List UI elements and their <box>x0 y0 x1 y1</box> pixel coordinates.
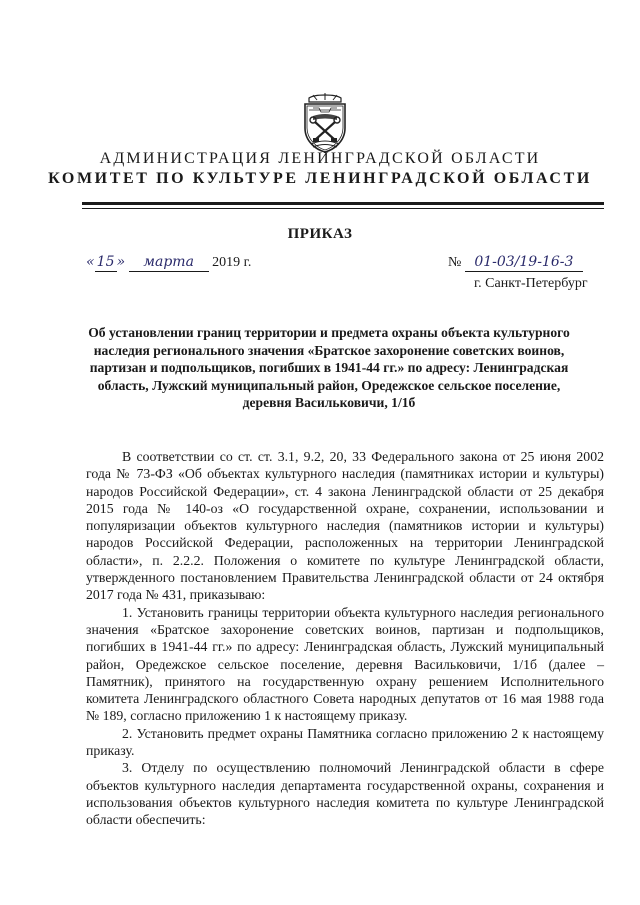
date-day: 15 <box>96 254 115 270</box>
clause-1-paragraph: 1. Установить границы территории объекта культурного наследия регионального значения «Братское захоронение советских воинов, партизан и подпольщиков, погибших в 1941-44 гг.» по адресу: Ленинградская область, Лужский муниципальный район, Оредежское сельское поселение, деревня Васильковичи, 1/1б (далее – Памятник), принятого на государственную охрану решением Исполнительного комитета Ленинградского областного Совета народных депутатов от 16 мая 1988 года № 189, согласно приложению 1 к настоящему приказу. <box>86 604 604 724</box>
order-number-value: 01-03/19-16-3 <box>474 254 574 270</box>
preamble-paragraph: В соответствии со ст. ст. 3.1, 9.2, 20, 33 Федерального закона от 25 июня 2002 года № 73-ФЗ «Об объектах культурного наследия (памятниках истории и культуры) народов Российской Федерации», ст. 4 закона Ленинградской области от 25 декабря 2015 года № 140-оз «О государственной охране, сохранении, использовании и популяризации объектов культурного наследия (памятников истории и культуры) народов Российской Федерации, расположенных на территории Ленинградской области», п. 2.2.2. Положения о комитете по культуре Ленинградской области, утвержденного постановлением Правительства Ленинградской области от 24 октября 2017 года № 431, приказываю: <box>86 449 604 603</box>
clause-3-paragraph: 3. Отделу по осуществлению полномочий Ленинградской области в сфере объектов культурного наследия департамента государственной охраны, сохранения и использования объектов культурного наследия комитета по культуре Ленинградской области обеспечить: <box>86 760 604 828</box>
coat-of-arms-icon <box>299 92 351 154</box>
organization-name: АДМИНИСТРАЦИЯ ЛЕНИНГРАДСКОЙ ОБЛАСТИ <box>99 150 541 167</box>
order-date <box>86 254 251 276</box>
date-month-field <box>129 254 209 272</box>
date-close-quote: » <box>116 254 126 270</box>
date-year: 2019 г. <box>212 255 252 270</box>
order-number-prefix: № <box>448 255 462 270</box>
date-month: марта <box>143 254 194 270</box>
order-subject: Об установлении границ территории и предмета охраны объекта культурного наследия регионального значения «Братское захоронение советских воинов, партизан и подпольщиков, погибших в 1941-44 гг.» по адресу: Ленинградская область, Лужский муниципальный район, Оредежское сельское поселение, деревня Васильковичи, 1/1б <box>88 325 570 411</box>
document-type-title: ПРИКАЗ <box>287 226 353 242</box>
committee-name: КОМИТЕТ ПО КУЛЬТУРЕ ЛЕНИНГРАДСКОЙ ОБЛАСТИ <box>48 170 592 187</box>
order-number <box>448 254 583 272</box>
date-day-field <box>95 254 117 272</box>
date-open-quote: « <box>86 254 95 270</box>
clause-2-paragraph: 2. Установить предмет охраны Памятника согласно приложению 2 к настоящему приказу. <box>86 725 604 759</box>
header-divider-thick <box>82 202 604 205</box>
header-divider-thin <box>82 208 604 209</box>
order-body <box>86 448 604 829</box>
order-number-field <box>465 254 583 272</box>
order-city: г. Санкт-Петербург <box>474 276 588 291</box>
